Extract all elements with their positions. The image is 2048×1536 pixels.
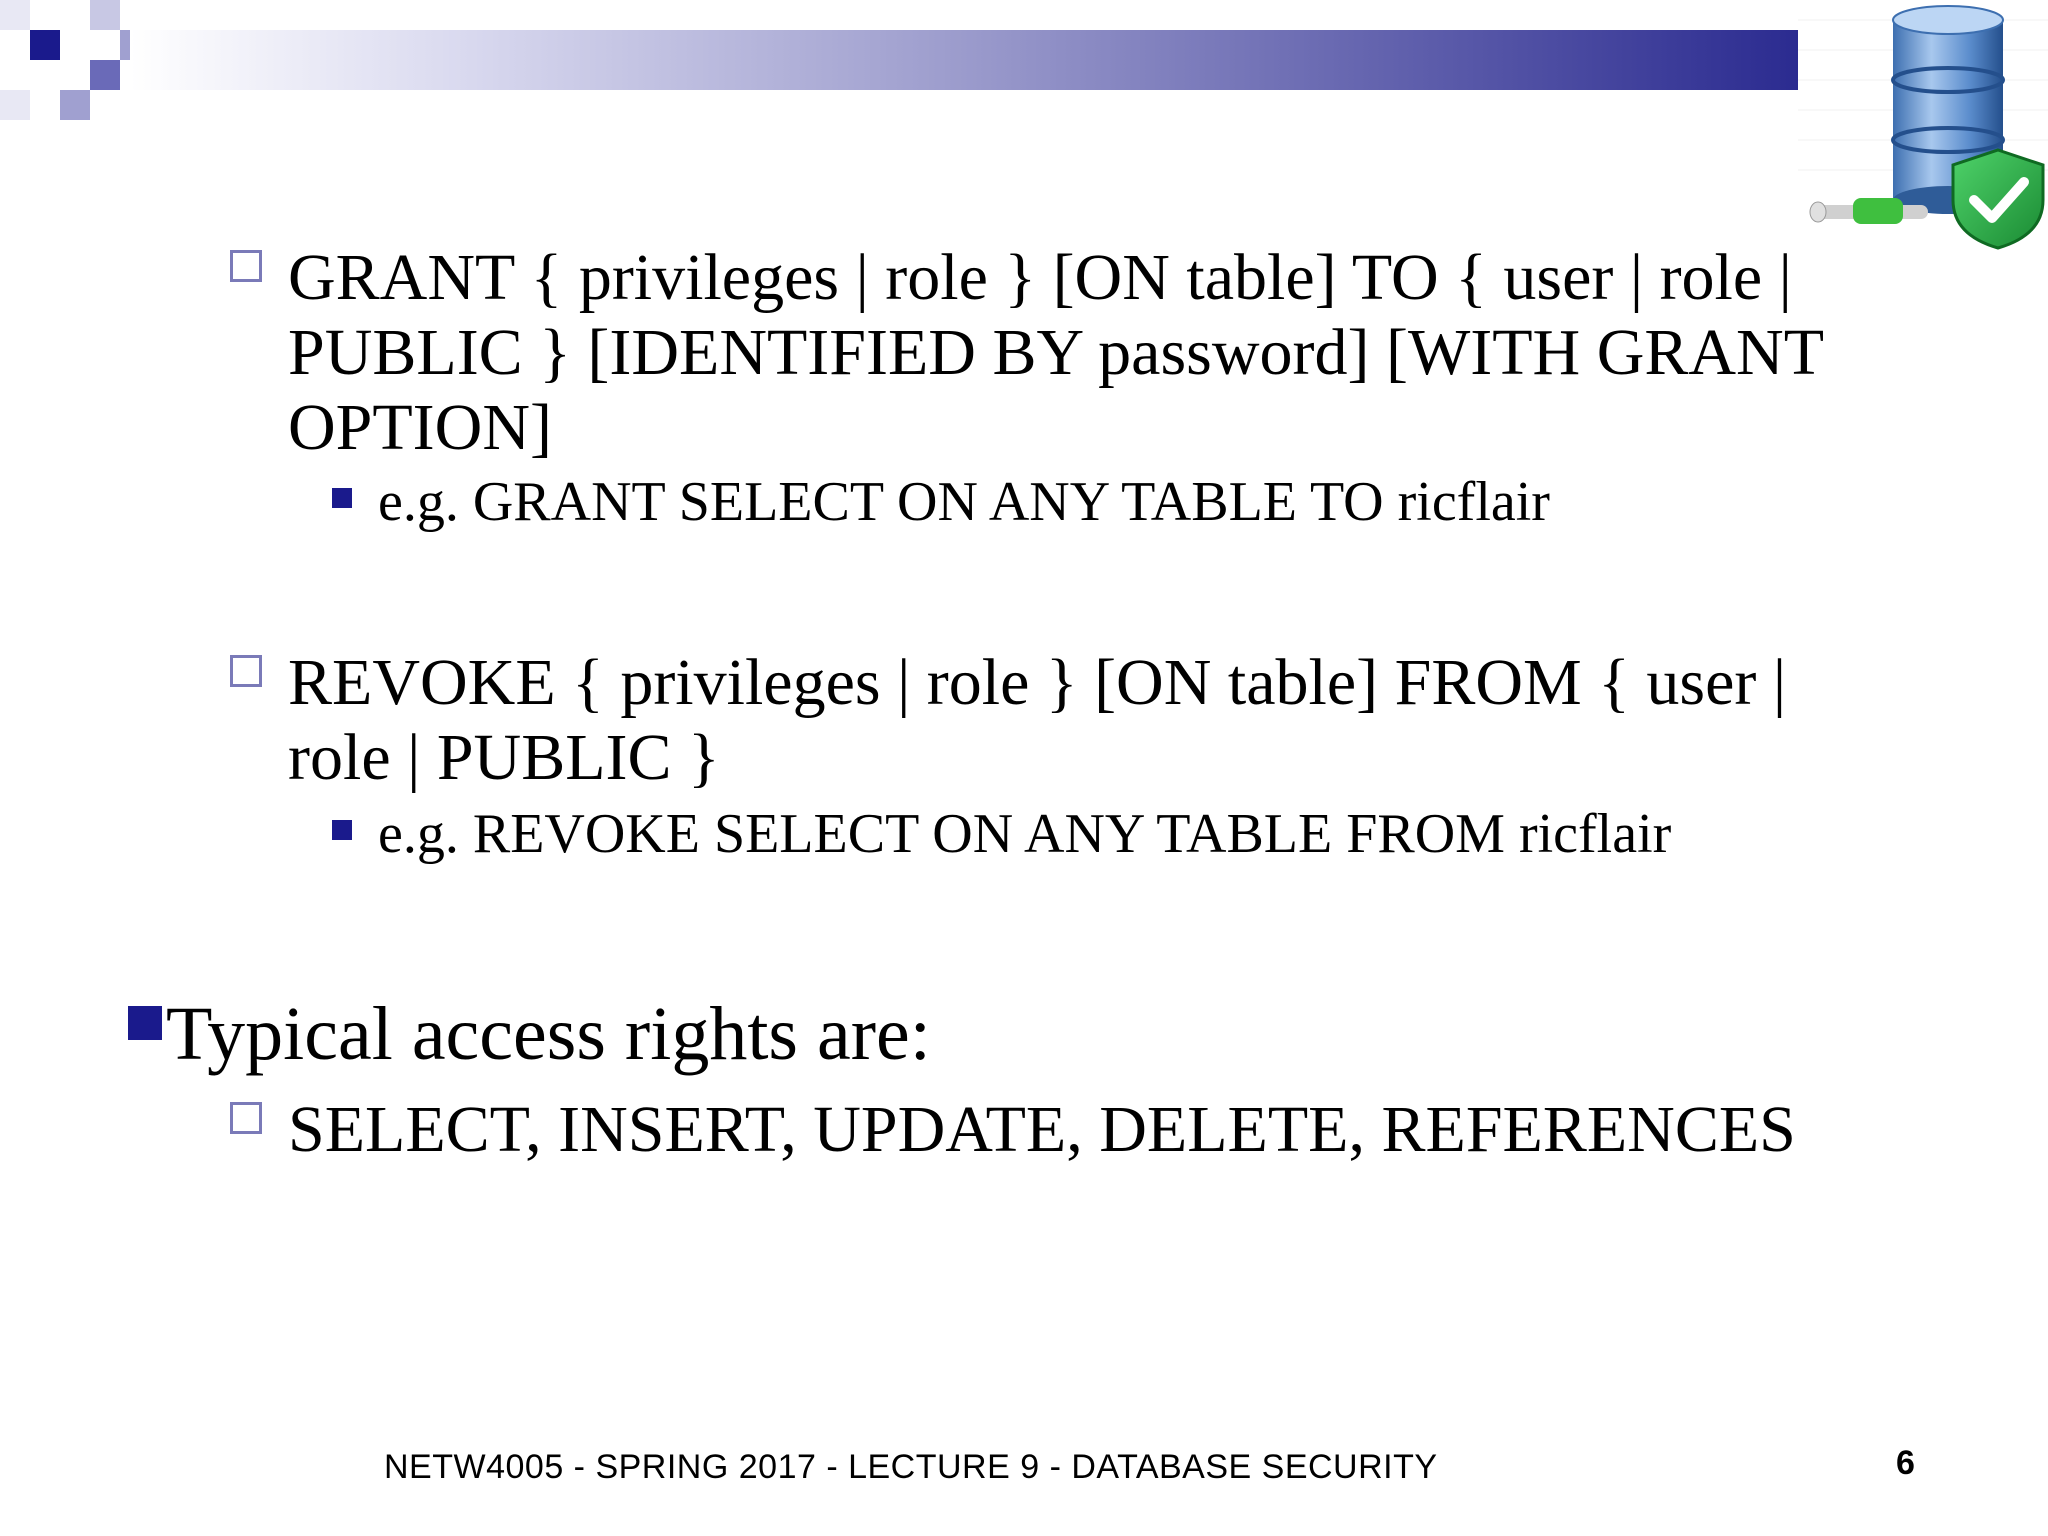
- square-bullet-icon: [128, 1006, 162, 1040]
- square-bullet-icon: [332, 488, 352, 508]
- grant-example-item: [332, 470, 1550, 534]
- grant-item: [230, 240, 1824, 465]
- access-rights-heading-item: [128, 992, 931, 1076]
- access-rights-heading: Typical access rights are:: [166, 992, 931, 1076]
- revoke-example: e.g. REVOKE SELECT ON ANY TABLE FROM ricflair: [378, 803, 1672, 865]
- revoke-syntax-line: REVOKE { privileges | role } [ON table] FROM { user |: [288, 646, 1787, 719]
- grant-syntax-line: GRANT { privileges | role } [ON table] TO { user | role |: [288, 241, 1792, 314]
- grant-example: e.g. GRANT SELECT ON ANY TABLE TO ricflair: [378, 471, 1550, 533]
- hollow-bullet-icon: [230, 1102, 262, 1134]
- revoke-example-item: [332, 802, 1671, 866]
- revoke-item: [230, 645, 1786, 795]
- grant-syntax-line: OPTION]: [288, 391, 552, 464]
- access-rights-item: [230, 1092, 1796, 1167]
- page-number: 6: [1896, 1444, 1915, 1482]
- hollow-bullet-icon: [230, 250, 262, 282]
- hollow-bullet-icon: [230, 655, 262, 687]
- square-bullet-icon: [332, 820, 352, 840]
- revoke-syntax-line: role | PUBLIC }: [288, 721, 720, 794]
- slide-footer: NETW4005 - SPRING 2017 - LECTURE 9 - DATABASE SECURITY: [384, 1448, 1438, 1486]
- access-rights-list: SELECT, INSERT, UPDATE, DELETE, REFERENCES: [288, 1093, 1796, 1166]
- grant-syntax-line: PUBLIC } [IDENTIFIED BY password] [WITH GRANT: [288, 316, 1825, 389]
